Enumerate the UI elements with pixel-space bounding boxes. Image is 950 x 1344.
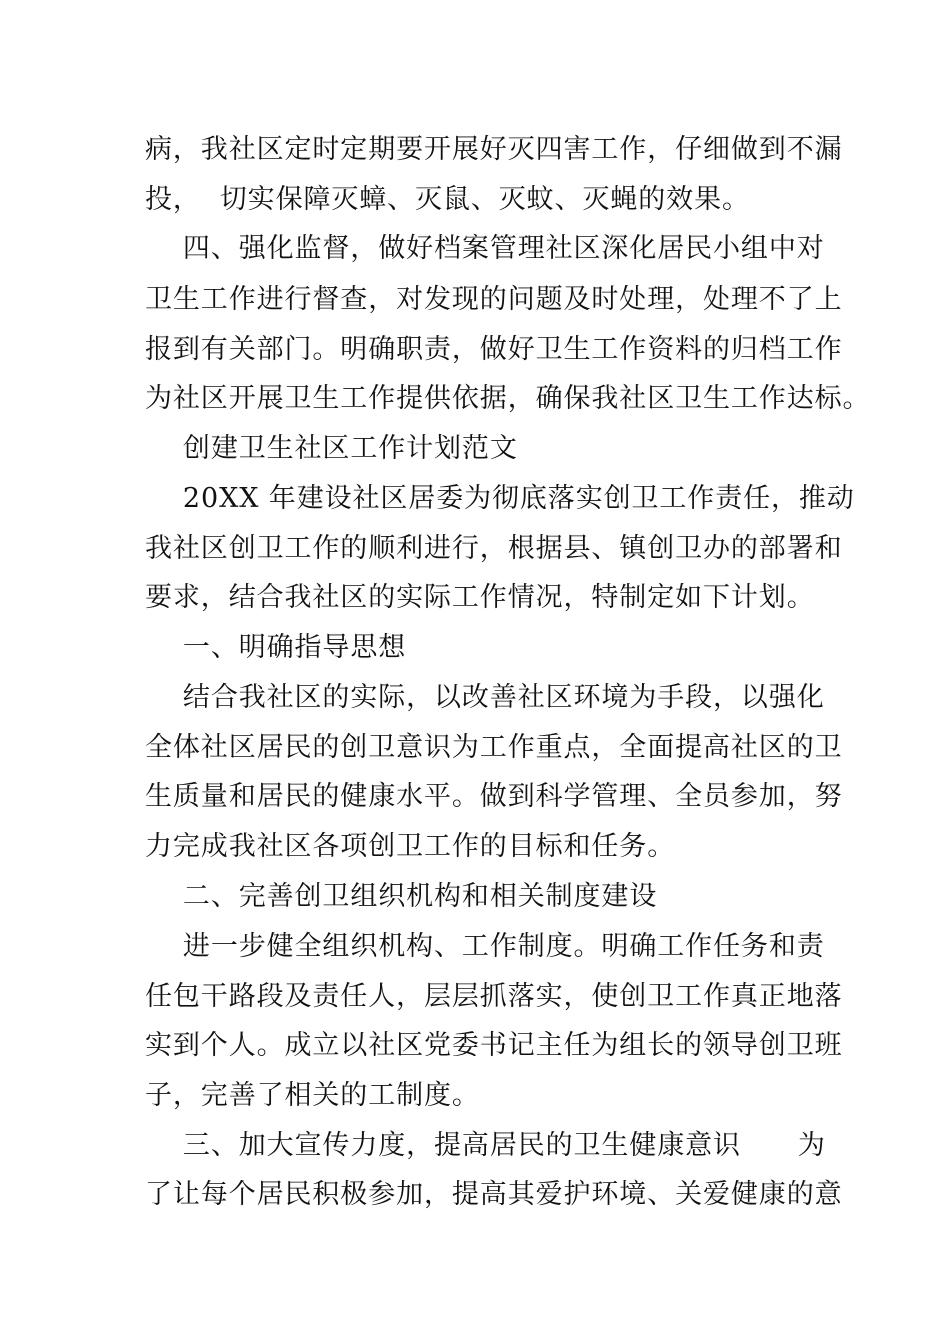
- text-line: 要求，结合我社区的实际工作情况，特制定如下计划。: [145, 582, 815, 613]
- text-line: 全体社区居民的创卫意识为工作重点，全面提高社区的卫: [145, 732, 843, 763]
- text-line: 四、强化监督，做好档案管理社区深化居民小组中对: [145, 233, 825, 264]
- text-line: 子，完善了相关的工制度。: [145, 1080, 480, 1111]
- section-heading: 一、明确指导思想: [145, 632, 407, 663]
- text-line: 进一步健全组织机构、工作制度。明确工作任务和责: [145, 931, 825, 962]
- section-heading: 创建卫生社区工作计划范文: [145, 433, 518, 464]
- text-line: 卫生工作进行督查，对发现的问题及时处理，处理不了上: [145, 284, 843, 315]
- text-line: 报到有关部门。明确职责，做好卫生工作资料的归档工作: [145, 334, 843, 365]
- text-line: 任包干路段及责任人，层层抓落实，使创卫工作真正地落: [145, 981, 843, 1012]
- text-line: 我社区创卫工作的顺利进行，根据县、镇创卫办的部署和: [145, 533, 843, 564]
- text-line: 结合我社区的实际，以改善社区环境为手段，以强化: [145, 682, 825, 713]
- text-line: 为社区开展卫生工作提供依据，确保我社区卫生工作达标。: [145, 383, 871, 414]
- text-line: 力完成我社区各项创卫工作的目标和任务。: [145, 831, 676, 862]
- text-line: 了让每个居民积极参加，提高其爱护环境、关爱健康的意: [145, 1179, 843, 1210]
- text-line: 生质量和居民的健康水平。做到科学管理、全员参加，努: [145, 781, 843, 812]
- section-heading: 二、完善创卫组织机构和相关制度建设: [145, 881, 658, 912]
- text-line: 实到个人。成立以社区党委书记主任为组长的领导创卫班: [145, 1030, 843, 1061]
- text-line: 投， 切实保障灭蟑、灭鼠、灭蚊、灭蝇的效果。: [145, 184, 750, 215]
- text-line: 三、加大宣传力度，提高居民的卫生健康意识 为: [145, 1130, 826, 1161]
- text-line: 病，我社区定时定期要开展好灭四害工作，仔细做到不漏: [145, 134, 843, 165]
- text-line: 20XX 年建设社区居委为彻底落实创卫工作责任，推动: [145, 483, 855, 514]
